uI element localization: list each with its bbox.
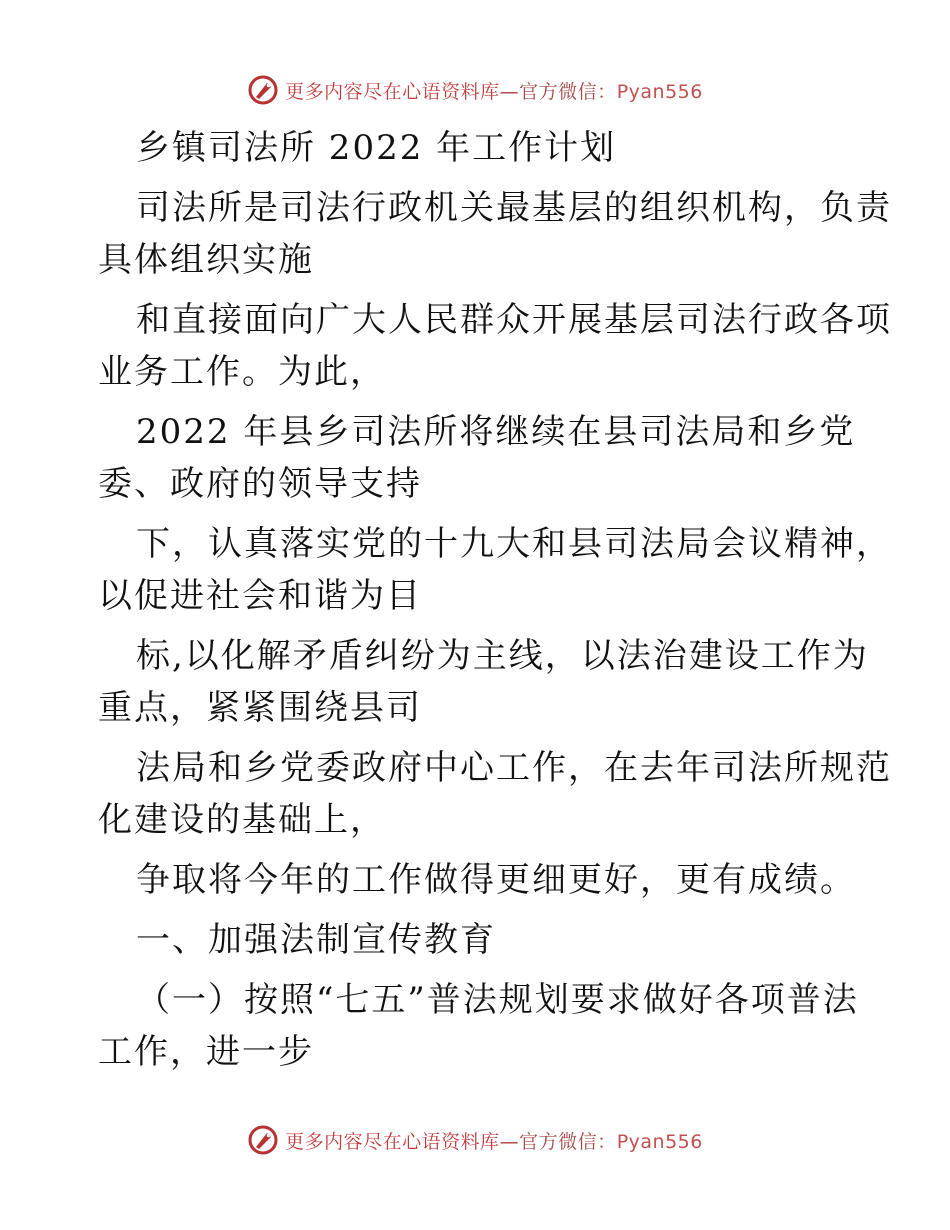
pen-nib-logo-icon	[247, 74, 279, 106]
paragraph-line: 以促进社会和谐为目	[98, 576, 422, 616]
paragraph-line: 司法所是司法行政机关最基层的组织机构，负责	[136, 188, 892, 228]
paragraph-line: 标,以化解矛盾纠纷为主线，以法治建设工作为	[136, 636, 869, 676]
paragraph-line: 争取将今年的工作做得更细更好，更有成绩。	[136, 860, 856, 900]
paragraph-line: 工作，进一步	[98, 1032, 314, 1072]
paragraph-line: （一）按照“七五”普法规划要求做好各项普法	[136, 980, 859, 1020]
watermark-text: 更多内容尽在心语资料库—官方微信：Pyan556	[285, 80, 703, 103]
paragraph-line: 具体组织实施	[98, 240, 314, 280]
paragraph-line: 法局和乡党委政府中心工作，在去年司法所规范	[136, 748, 892, 788]
header-watermark	[0, 70, 950, 110]
paragraph-line: 委、政府的领导支持	[98, 464, 422, 504]
paragraph-line: 和直接面向广大人民群众开展基层司法行政各项	[136, 300, 892, 340]
paragraph-line: 2022 年县乡司法所将继续在县司法局和乡党	[136, 412, 856, 452]
paragraph-line: 下，认真落实党的十九大和县司法局会议精神，	[136, 524, 892, 564]
document-body	[98, 122, 892, 1078]
paragraph-line: 业务工作。为此，	[98, 352, 386, 392]
footer-watermark	[0, 1120, 950, 1160]
paragraph-line: 化建设的基础上，	[98, 800, 386, 840]
section-heading: 一、加强法制宣传教育	[136, 920, 496, 960]
paragraph-line: 重点，紧紧围绕县司	[98, 688, 422, 728]
document-title: 乡镇司法所 2022 年工作计划	[136, 128, 617, 168]
pen-nib-logo-icon	[247, 1124, 279, 1156]
watermark-text: 更多内容尽在心语资料库—官方微信：Pyan556	[285, 1130, 703, 1153]
